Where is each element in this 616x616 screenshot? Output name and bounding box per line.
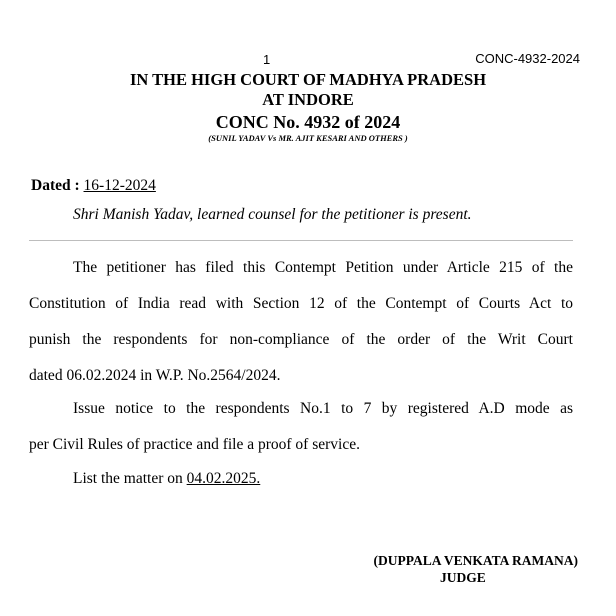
paragraph-line: punish the respondents for non-compliance of the order of the Writ Court	[29, 331, 573, 348]
listing-text: List the matter on	[73, 470, 183, 487]
listing-line	[29, 461, 573, 497]
paragraph-line: Issue notice to the respondents No.1 to 7 by registered A.D mode as	[73, 400, 573, 417]
page-number: 1	[263, 52, 271, 67]
order-paragraph-2	[29, 391, 573, 463]
order-date-value: 16-12-2024	[83, 177, 156, 194]
court-bench: AT INDORE	[262, 90, 354, 109]
paragraph-line: per Civil Rules of practice and file a proof of service.	[29, 436, 360, 453]
order-paragraph-1	[29, 250, 573, 394]
judge-title: JUDGE	[440, 570, 486, 585]
case-parties: (SUNIL YADAV Vs MR. AJIT KESARI AND OTHERS )	[208, 133, 408, 143]
judge-name: (DUPPALA VENKATA RAMANA)	[373, 553, 578, 568]
listing-paragraph	[29, 461, 573, 497]
court-title: IN THE HIGH COURT OF MADHYA PRADESH	[129, 70, 487, 89]
case-reference: CONC-4932-2024	[475, 51, 580, 66]
case-number: CONC No. 4932 of 2024	[215, 112, 401, 132]
order-date-line	[31, 176, 156, 196]
paragraph-line: Constitution of India read with Section 12 of the Contempt of Courts Act to	[29, 295, 573, 312]
listing-date: 04.02.2025.	[186, 470, 261, 487]
counsel-note: Shri Manish Yadav, learned counsel for the petitioner is present.	[73, 206, 472, 223]
section-divider	[29, 240, 573, 241]
order-date-label: Dated :	[31, 177, 80, 194]
paragraph-line: The petitioner has filed this Contempt Petition under Article 215 of the	[73, 259, 573, 276]
paragraph-line: dated 06.02.2024 in W.P. No.2564/2024.	[29, 367, 281, 384]
